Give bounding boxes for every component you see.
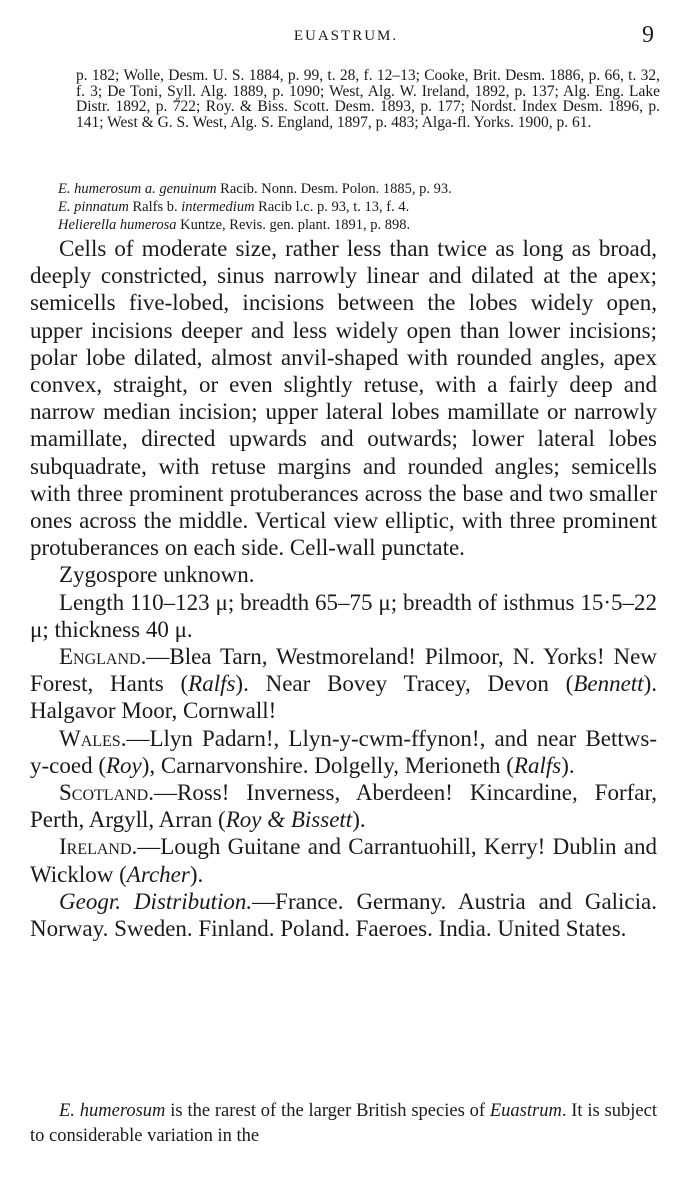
remark-paragraph: E. humerosum is the rarest of the larger British species of Euastrum. It is subject to considerable variation in the [30, 1101, 657, 1146]
running-title: EUASTRUM. [293, 28, 399, 44]
species-name: E. humerosum [59, 1101, 166, 1121]
synonym-citation: Ralfs b. [128, 198, 182, 215]
synonym-name: E. pinnatum [58, 198, 129, 215]
zygospore-note: Zygospore unknown. [59, 562, 255, 588]
synonym-list [58, 181, 658, 234]
collector-name: Roy & Bissett [225, 807, 353, 833]
species-account [30, 235, 657, 942]
collector-name: Ralfs [188, 671, 236, 697]
synonym-citation: Racib. Nonn. Desm. Polon. 1885, p. 93. [216, 181, 452, 197]
collector-name: Archer [126, 861, 190, 887]
running-head [30, 20, 662, 50]
collector-name: Roy [106, 752, 142, 778]
synonym-name: Helierella humerosa [58, 216, 177, 233]
collector-name: Bennett [573, 671, 644, 697]
measurements-paragraph: Length 110–123 μ; breadth 65–75 μ; breadth of isthmus 15·5–22 μ; thickness 40 μ. [30, 589, 657, 642]
synonym-entry [58, 199, 658, 217]
locality-scotland: Scotland.—Ross! Inverness, Aberdeen! Kincardine, Forfar, Perth, Argyll, Arran (Roy & Bissett). [30, 780, 657, 833]
synonym-entry [58, 217, 658, 235]
distribution-text: —France. Germany. Austria and Galicia. Norway. Sweden. Finland. Poland. Faeroes. India. United States. [30, 888, 657, 942]
genus-name: Euastrum [489, 1101, 562, 1121]
locality-wales: Wales.—Llyn Padarn!, Llyn-y-cwm-ffynon!, and near Bettws-y-coed (Roy), Carnarvonshire. Dolgelly, Merioneth (Ralfs). [30, 725, 657, 778]
synonym-name: E. humerosum a. genuinum [58, 181, 217, 197]
region-label: Scotland. [59, 780, 154, 806]
distribution-label: Geogr. Distribution. [59, 888, 253, 914]
description-paragraph: Cells of moderate size, rather less than twice as long as broad, deeply constricted, sinus narrowly linear and dilated at the apex; semicells five-lobed, incisions between the lobes widely open, upper incisions deeper and less widely open than lower incisions; polar lobe dilated, almost anvil-shaped with rounded angles, apex convex, straight, or even slightly retuse, with a fairly deep and narrow median incision; upper lateral lobes mamillate or narrowly mamillate, directed upwards and outwards; lower lateral lobes subquadrate, with retuse margins and rounded angles; semicells with three prominent protuberances across the base and two smaller ones across the middle. Vertical view elliptic, with three prominent protuberances on each side. Cell-wall punctate. [30, 236, 657, 561]
geographic-distribution [30, 888, 657, 942]
page-number: 9 [642, 22, 654, 48]
locality-england: England.—Blea Tarn, Westmoreland! Pilmoor, N. Yorks! New Forest, Hants (Ralfs). Near Bovey Tracey, Devon (Bennett). Halgavor Moor, Cornwall! [30, 644, 657, 724]
synonym-citation: Racib l.c. p. 93, t. 13, f. 4. [254, 198, 410, 215]
collector-name: Ralfs [513, 752, 562, 778]
region-label: Wales. [59, 725, 127, 751]
region-label: Ireland. [59, 834, 138, 860]
locality-ireland: Ireland.—Lough Guitane and Carrantuohill, Kerry! Dublin and Wicklow (Archer). [30, 834, 657, 887]
region-label: England. [59, 644, 147, 670]
references-text: p. 182; Wolle, Desm. U. S. 1884, p. 99, t. 28, f. 12–13; Cooke, Brit. Desm. 1886, p. 66, t. 32, f. 3; De Toni, Syll. Alg. 1889, p. 1090; West, Alg. W. Ireland, 1892, p. 137; Alg. Eng. Lake Distr. 1892, p. 722; Roy. & Biss. Scott. Desm. 1893, p. 177; Nordst. Index Desm. 1896, p. 141; West & G. S. West, Alg. S. England, 1897, p. 483; Alga-fl. Yorks. 1900, p. 61. [76, 67, 660, 131]
synonym-entry [58, 181, 658, 199]
bibliographic-references [76, 68, 660, 130]
synonym-variety: intermedium [181, 198, 255, 215]
synonym-citation: Kuntze, Revis. gen. plant. 1891, p. 898. [176, 216, 411, 233]
